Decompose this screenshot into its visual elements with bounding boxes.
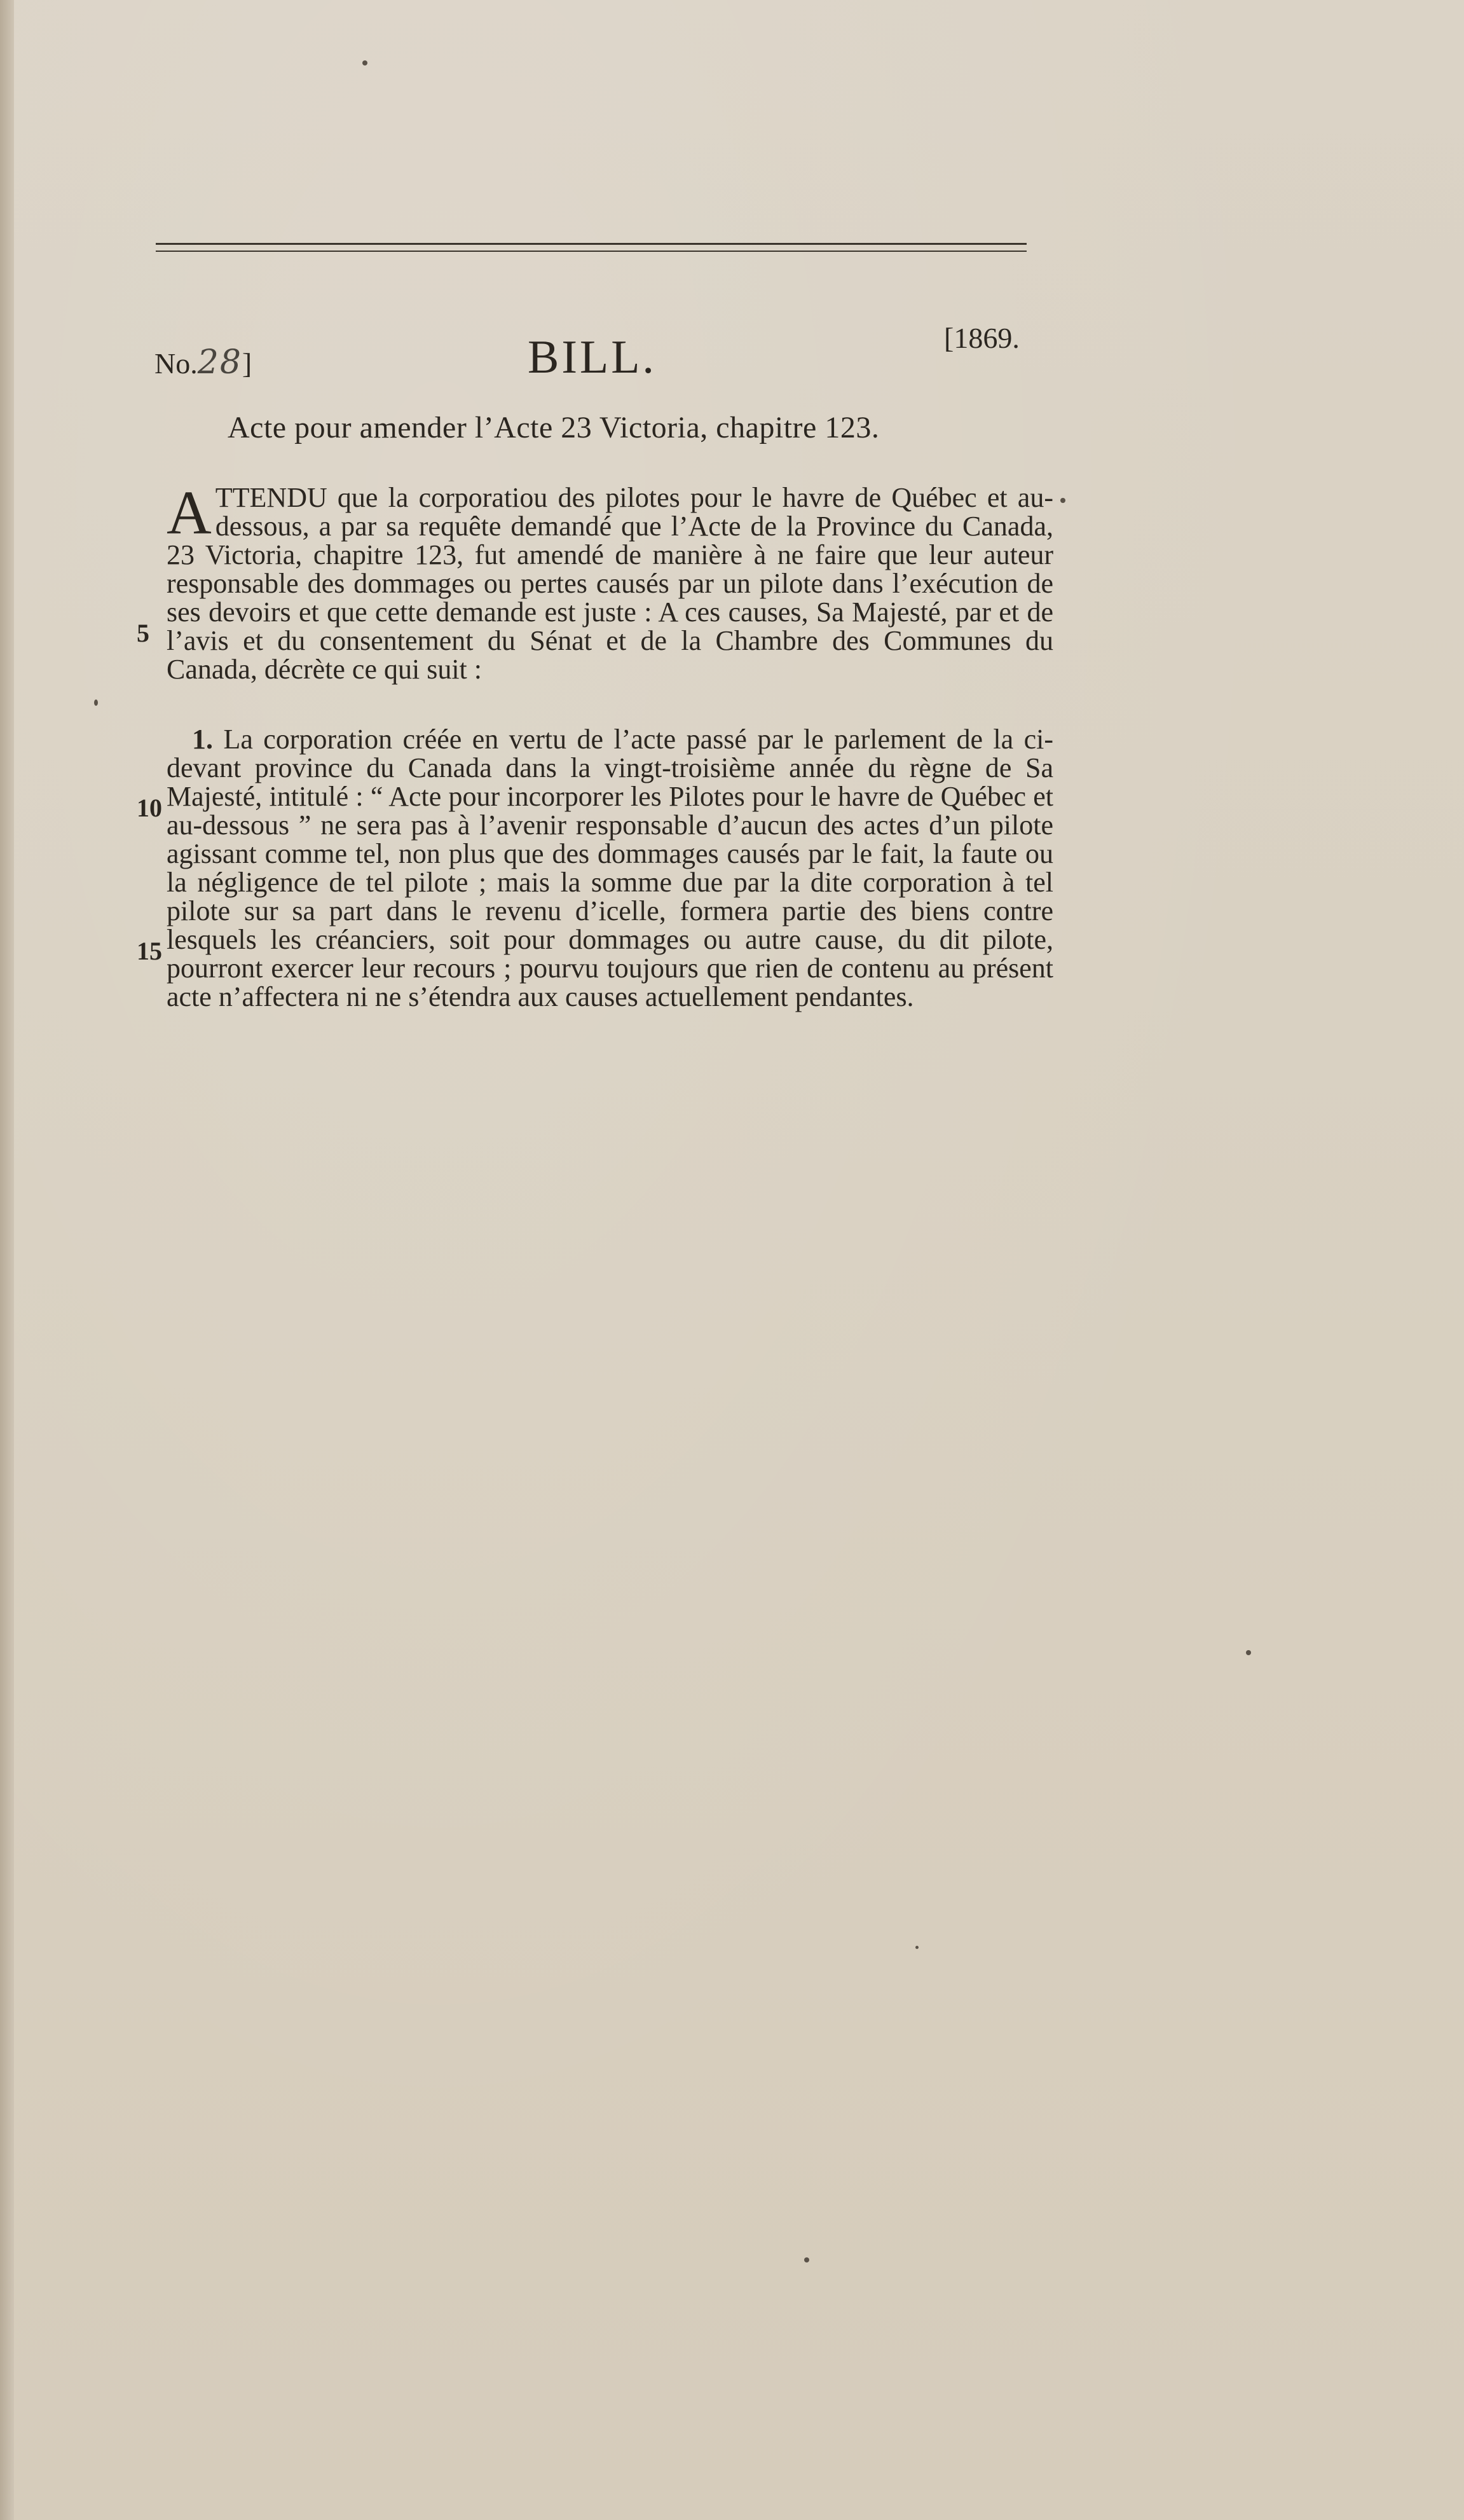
section-1-number: 1. (192, 724, 213, 755)
line-number-15: 15 (137, 937, 162, 965)
section-1 (167, 725, 1053, 1011)
bill-number-label: No. (154, 347, 198, 380)
paper-speck (804, 2257, 809, 2262)
preamble-text: TTENDU que la corporatiou des pilotes pour le havre de Québec et au-dessous, a par sa requête demandé que l’Acte de la Province du Canada, 23 Victoria, chapitre 123, fut amendé de manière à ne faire que leur auteur responsable des dommages ou pertes causés par un pilote dans l’exécution de ses devoirs et que cette demande est juste : A ces causes, Sa Majesté, par et de l’avis et du consentement du Sénat et de la Chambre des Communes du Canada, décrète ce qui suit : (167, 482, 1053, 685)
bill-number (154, 343, 252, 382)
page-spine-shadow (0, 0, 14, 2520)
preamble (167, 479, 1053, 685)
top-rule (156, 243, 1027, 245)
act-title: Acte pour amender l’Acte 23 Victoria, chapitre 123. (228, 411, 880, 444)
bill-number-bracket: ] (242, 347, 252, 380)
preamble-dropcap: A (167, 479, 212, 547)
paper-speck (1246, 1650, 1251, 1655)
line-number-10: 10 (137, 794, 162, 822)
bill-year: [1869. (944, 322, 1020, 354)
section-1-text: La corporation créée en vertu de l’acte passé par le parlement de la ci-devant province du Canada dans la vingt-troisième année du règne de Sa Majesté, intitulé : “ Acte pour incorporer les Pilotes pour le havre de Québec et au-dessous ” ne sera pas à l’avenir responsable d’aucun des actes d’un pilote agissant comme tel, non plus que des dommages causés par le fait, la faute ou la négligence de tel pilote ; mais la somme due par la dite corporation à tel pilote sur sa part dans le revenu d’icelle, formera partie des biens contre lesquels les créanciers, soit pour dommages ou autre cause, du dit pilote, pourront exercer leur recours ; pourvu toujours que rien de contenu au présent acte n’affectera ni ne s’étendra aux causes actuellement pendantes. (167, 724, 1053, 1012)
line-number-5: 5 (137, 619, 149, 647)
paper-speck (362, 60, 367, 65)
paper-speck (94, 699, 98, 706)
paper-speck (1060, 498, 1065, 503)
paper-speck (915, 1946, 919, 1949)
bill-number-value: 28 (197, 343, 242, 382)
top-rule-thin (156, 251, 1027, 252)
bill-title: BILL. (528, 331, 657, 383)
